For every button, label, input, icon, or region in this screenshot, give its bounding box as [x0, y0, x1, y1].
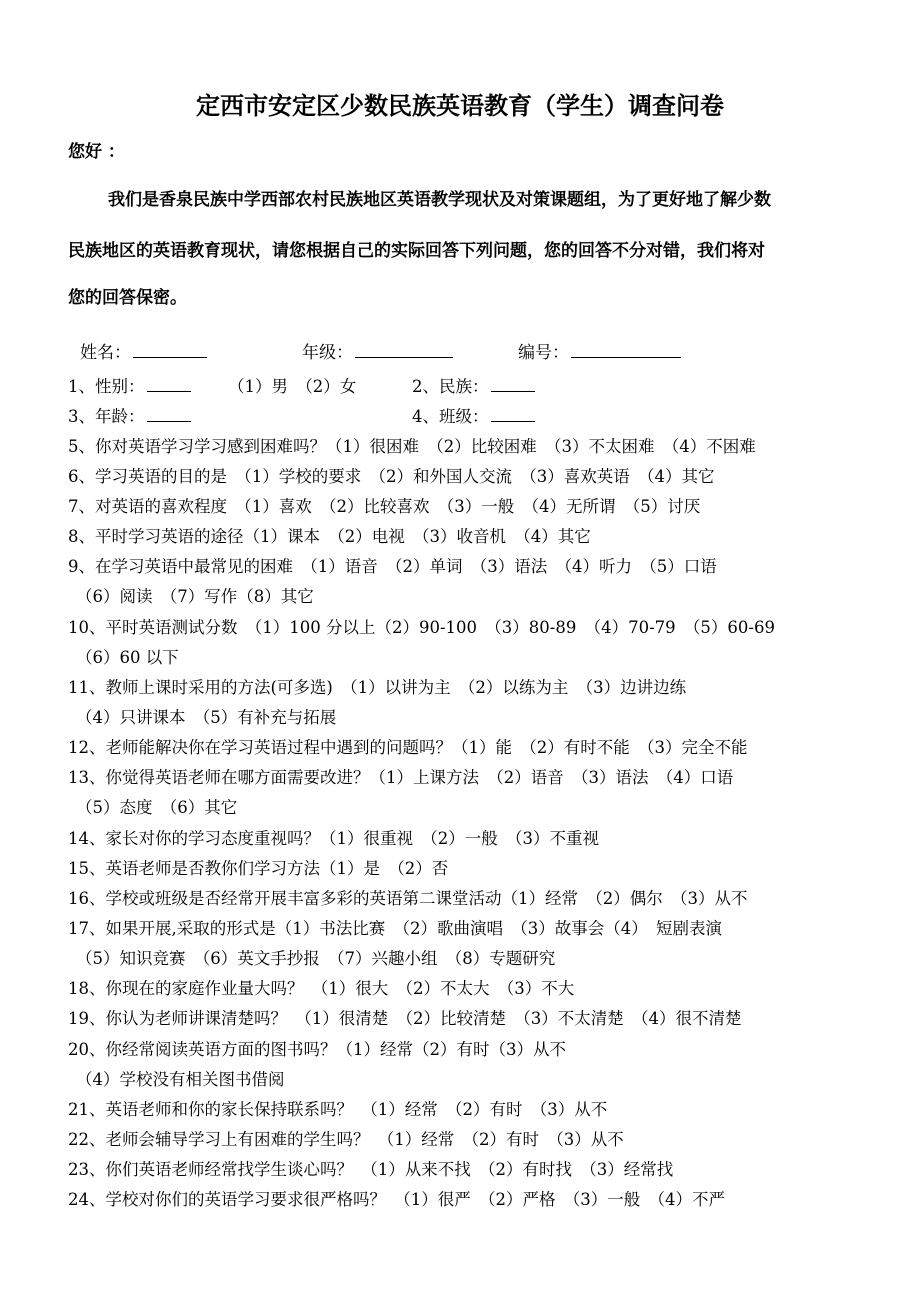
number-blank[interactable] [571, 339, 681, 358]
question-11-cont: （4）只讲课本 （5）有补充与拓展 [76, 708, 337, 727]
q3-blank[interactable] [147, 403, 191, 422]
q2-label: 2、民族： [412, 377, 489, 396]
question-4 [412, 402, 535, 432]
q1-blank[interactable] [147, 373, 191, 392]
grade-field [302, 338, 453, 368]
question-2 [412, 372, 535, 402]
question-18: 18、你现在的家庭作业量大吗？ （1）很大 （2）不太大 （3）不大 [68, 979, 575, 998]
student-info-row [0, 338, 920, 368]
q4-blank[interactable] [491, 403, 535, 422]
question-11: 11、教师上课时采用的方法(可多选) （1）以讲为主 （2）以练为主 （3）边讲边练 [68, 678, 687, 697]
question-1 [68, 372, 191, 402]
question-8: 8、平时学习英语的途径（1）课本 （2）电视 （3）收音机 （4）其它 [68, 527, 591, 546]
name-label: 姓名： [80, 343, 131, 363]
name-blank[interactable] [133, 339, 207, 358]
grade-blank[interactable] [355, 339, 453, 358]
question-14: 14、家长对你的学习态度重视吗？（1）很重视 （2）一般 （3）不重视 [68, 829, 599, 848]
q4-label: 4、班级： [412, 407, 489, 426]
number-field [518, 338, 681, 368]
question-5: 5、你对英语学习学习感到困难吗？（1）很困难 （2）比较困难 （3）不太困难 （4）不困难 [68, 437, 756, 456]
q1-label: 1、性别： [68, 377, 145, 396]
page-title: 定西市安定区少数民族英语教育（学生）调查问卷 [196, 92, 724, 120]
question-7: 7、对英语的喜欢程度 （1）喜欢 （2）比较喜欢 （3）一般 （4）无所谓 （5）讨厌 [68, 497, 701, 516]
question-9-cont: （6）阅读 （7）写作（8）其它 [76, 587, 314, 606]
question-10: 10、平时英语测试分数 （1）100 分以上（2）90-100 （3）80-89 （4）70-79 （5）60-69 [68, 618, 775, 637]
grade-label: 年级： [302, 343, 353, 363]
greeting: 您好 ： [68, 142, 125, 162]
question-23: 23、你们英语老师经常找学生谈心吗？ （1）从来不找 （2）有时找 （3）经常找 [68, 1160, 674, 1179]
question-17: 17、如果开展,采取的形式是（1）书法比赛 （2）歌曲演唱 （3）故事会（4） 短剧表演 [68, 919, 722, 938]
intro-line-3: 您的回答保密。 [68, 288, 187, 308]
question-10-cont: （6）60 以下 [76, 648, 179, 667]
question-19: 19、你认为老师讲课清楚吗？ （1）很清楚 （2）比较清楚 （3）不太清楚 （4）很不清楚 [68, 1009, 742, 1028]
name-field [80, 338, 207, 368]
q2-blank[interactable] [491, 373, 535, 392]
q1-options: （1）男 （2）女 [228, 377, 357, 396]
question-21: 21、英语老师和你的家长保持联系吗？ （1）经常 （2）有时 （3）从不 [68, 1100, 608, 1119]
q3-label: 3、年龄： [68, 407, 145, 426]
question-16: 16、学校或班级是否经常开展丰富多彩的英语第二课堂活动（1）经常 （2）偶尔 （3）从不 [68, 889, 748, 908]
question-15: 15、英语老师是否教你们学习方法（1）是 （2）否 [68, 859, 449, 878]
question-17-cont: （5）知识竞赛 （6）英文手抄报 （7）兴趣小组 （8）专题研究 [76, 949, 556, 968]
number-label: 编号： [518, 343, 569, 363]
intro-line-2: 民族地区的英语教育现状，请您根据自己的实际回答下列问题，您的回答不分对错，我们将对 [68, 241, 765, 261]
question-12: 12、老师能解决你在学习英语过程中遇到的问题吗？（1）能 （2）有时不能 （3）完全不能 [68, 738, 748, 757]
question-22: 22、老师会辅导学习上有困难的学生吗？ （1）经常 （2）有时 （3）从不 [68, 1130, 624, 1149]
intro-line-1: 我们是香泉民族中学西部农村民族地区英语教学现状及对策课题组，为了更好地了解少数 [108, 190, 771, 210]
question-13: 13、你觉得英语老师在哪方面需要改进？（1）上课方法 （2）语音 （3）语法 （4）口语 [68, 768, 734, 787]
question-13-cont: （5）态度 （6）其它 [76, 798, 238, 817]
question-24: 24、学校对你们的英语学习要求很严格吗？ （1）很严 （2）严格 （3）一般 （4）不严 [68, 1190, 725, 1209]
question-9: 9、在学习英语中最常见的困难 （1）语音 （2）单词 （3）语法 （4）听力 （5）口语 [68, 557, 717, 576]
question-6: 6、学习英语的目的是 （1）学校的要求 （2）和外国人交流 （3）喜欢英语 （4）其它 [68, 467, 715, 486]
question-20-cont: （4）学校没有相关图书借阅 [76, 1070, 285, 1089]
question-20: 20、你经常阅读英语方面的图书吗？（1）经常（2）有时（3）从不 [68, 1040, 566, 1059]
question-3 [68, 402, 191, 432]
